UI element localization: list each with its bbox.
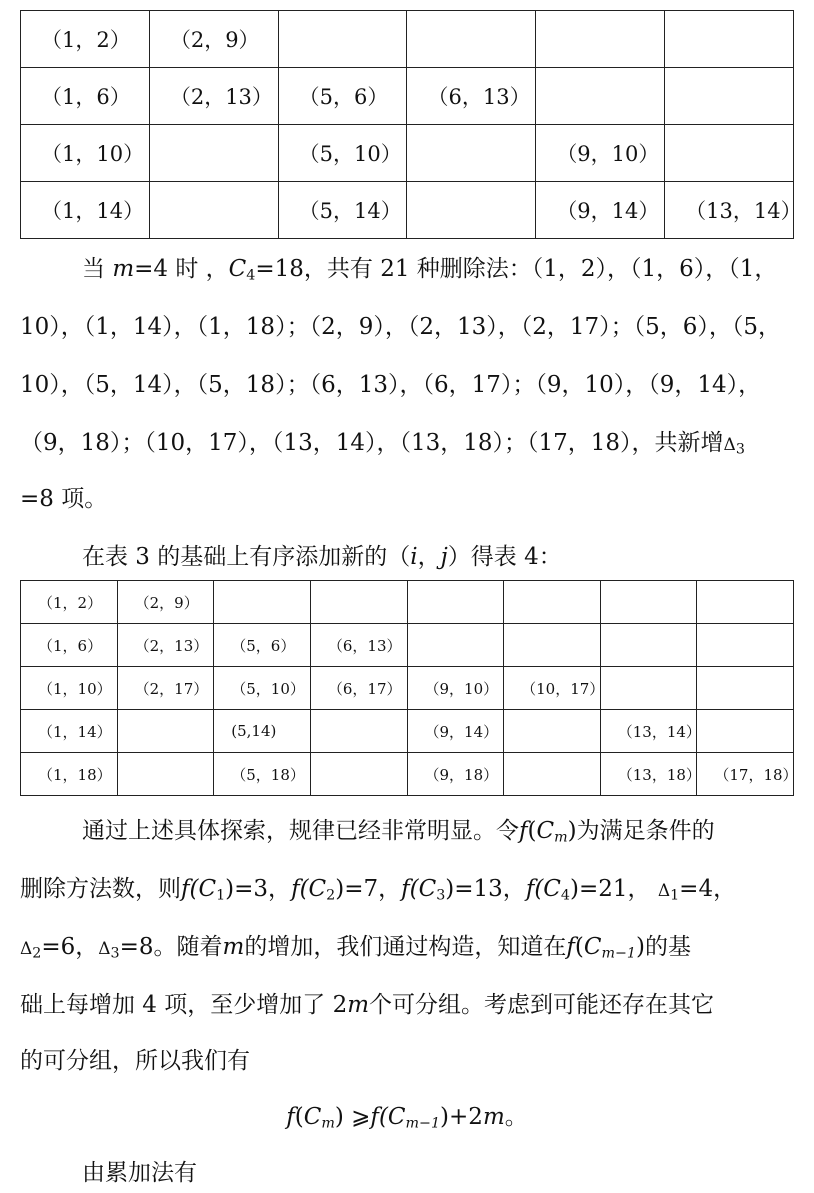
table-cell: （1，6） bbox=[21, 624, 118, 667]
para-accumulation: 由累加法有 bbox=[82, 1160, 197, 1186]
table-cell bbox=[278, 11, 407, 68]
table-cell: （5，6） bbox=[278, 68, 407, 125]
table-cell bbox=[149, 125, 278, 182]
table-cell bbox=[697, 581, 794, 624]
table-cell bbox=[504, 710, 601, 753]
table-cell bbox=[149, 182, 278, 239]
para-m4-line1: 当 m=4 时 ，$C_4=18$，共有 21 种删除法：（1，2），（1，6），（1， bbox=[82, 256, 778, 284]
table-cell bbox=[117, 753, 214, 796]
para-pattern-line3: $\Delta_2=6$，$\Delta_3=8$。随着m的增加，我们通过构造，知道在$f(C_{m-1})$的基 bbox=[20, 934, 691, 962]
table-cell bbox=[310, 753, 407, 796]
table-cell: （5，10） bbox=[214, 667, 311, 710]
para-m4-line2: 10），（1，14），（1，18）；（2，9），（2，13），（2，17）；（5，6），（5， bbox=[20, 314, 782, 340]
para-pattern-line5: 的可分组，所以我们有 bbox=[20, 1048, 250, 1074]
table-cell: （9，10） bbox=[407, 667, 504, 710]
table-cell bbox=[407, 581, 504, 624]
table-row bbox=[21, 11, 794, 68]
table-cell bbox=[310, 710, 407, 753]
table-cell: （9，14） bbox=[407, 710, 504, 753]
table-3 bbox=[20, 10, 802, 239]
table-cell: （6，13） bbox=[407, 68, 536, 125]
table-cell: （5，14） bbox=[278, 182, 407, 239]
table-cell bbox=[504, 624, 601, 667]
table-cell: （13，14） bbox=[600, 710, 697, 753]
table-cell: （1，2） bbox=[21, 11, 150, 68]
table-cell: （5，18） bbox=[214, 753, 311, 796]
table-cell: （2，9） bbox=[149, 11, 278, 68]
table-row bbox=[21, 624, 794, 667]
table-cell bbox=[665, 125, 794, 182]
table-row bbox=[21, 125, 794, 182]
table-cell bbox=[600, 667, 697, 710]
table-cell: （13，14） bbox=[665, 182, 794, 239]
table-row bbox=[21, 581, 794, 624]
para-pattern-line4: 础上每增加 4 项，至少增加了 2m个可分组。考虑到可能还存在其它 bbox=[20, 992, 715, 1018]
para-pattern-line1: 通过上述具体探索，规律已经非常明显。令$f(C_m)$为满足条件的 bbox=[82, 818, 715, 846]
para-m4-line3: 10），（5，14），（5，18）；（6，13），（6，17）；（9，10），（9，14）， bbox=[20, 372, 762, 398]
table-cell: （1，10） bbox=[21, 667, 118, 710]
table-cell bbox=[504, 753, 601, 796]
table-cell bbox=[407, 11, 536, 68]
table-cell bbox=[697, 667, 794, 710]
table-cell: （10，17） bbox=[504, 667, 601, 710]
table-cell: （6，13） bbox=[310, 624, 407, 667]
table-cell bbox=[697, 710, 794, 753]
table-cell: （2，17） bbox=[117, 667, 214, 710]
para-pattern-line2: 删除方法数，则$f(C_1)=3$，$f(C_2)=7$，$f(C_3)=13$，$f(C_4)=21$， $\Delta_1=4$， bbox=[20, 876, 737, 904]
table-cell: （1，10） bbox=[21, 125, 150, 182]
table-row bbox=[21, 182, 794, 239]
table-row bbox=[21, 667, 794, 710]
table-cell bbox=[310, 581, 407, 624]
table-cell: （1，6） bbox=[21, 68, 150, 125]
table-cell: （1，18） bbox=[21, 753, 118, 796]
table-cell bbox=[697, 624, 794, 667]
table-cell bbox=[600, 581, 697, 624]
table-cell: （2，9） bbox=[117, 581, 214, 624]
para-m4-line5: =8 项。 bbox=[20, 486, 108, 512]
table-cell: （1，2） bbox=[21, 581, 118, 624]
table-cell: （2，13） bbox=[117, 624, 214, 667]
table-cell: （9，10） bbox=[536, 125, 665, 182]
table-row bbox=[21, 68, 794, 125]
table-cell: （9，14） bbox=[536, 182, 665, 239]
table-cell: （1，14） bbox=[21, 182, 150, 239]
table-cell bbox=[665, 11, 794, 68]
table-cell bbox=[600, 624, 697, 667]
table-cell: （1，14） bbox=[21, 710, 118, 753]
table-cell bbox=[536, 11, 665, 68]
table-cell bbox=[407, 182, 536, 239]
para-m4-line4: （9，18）；（10，17），（13，14），（13，18）；（17，18），共新增$\Delta_3$ bbox=[20, 430, 745, 458]
table-cell: （5，10） bbox=[278, 125, 407, 182]
table-4 bbox=[20, 580, 798, 796]
formula-recurrence: $f(C_m)$ $⩾f(C_{m-1})+2m$。 bbox=[286, 1104, 528, 1132]
table-cell bbox=[665, 68, 794, 125]
table-cell: （17，18） bbox=[697, 753, 794, 796]
para-table4-intro: 在表 3 的基础上有序添加新的（i，j）得表 4： bbox=[82, 544, 562, 570]
table-cell: （9，18） bbox=[407, 753, 504, 796]
table-cell bbox=[504, 581, 601, 624]
table-cell: （5，6） bbox=[214, 624, 311, 667]
table-cell bbox=[214, 581, 311, 624]
table-cell bbox=[117, 710, 214, 753]
table-cell: （6，17） bbox=[310, 667, 407, 710]
table-cell bbox=[407, 624, 504, 667]
table-cell bbox=[536, 68, 665, 125]
table-cell: (5,14) bbox=[214, 710, 311, 753]
table-cell: （2，13） bbox=[149, 68, 278, 125]
table-row bbox=[21, 710, 794, 753]
table-cell: （13，18） bbox=[600, 753, 697, 796]
table-cell bbox=[407, 125, 536, 182]
table-row bbox=[21, 753, 794, 796]
